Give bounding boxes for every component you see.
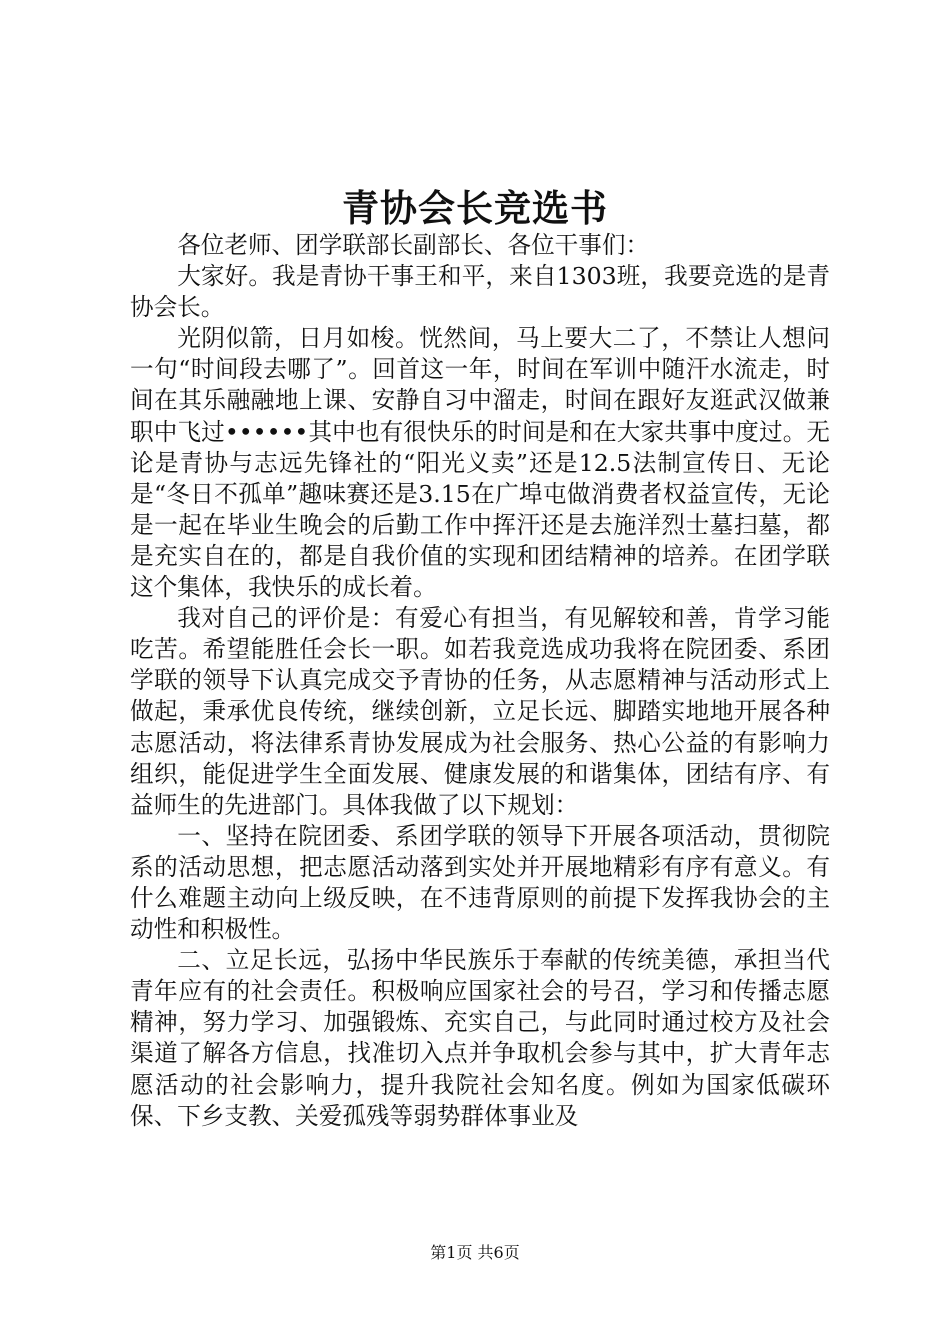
document-title: 青协会长竞选书 — [342, 186, 608, 230]
page-footer: 第1页 共6页 — [430, 1243, 520, 1262]
document-body — [130, 230, 830, 1132]
paragraph-plan-one: 一、坚持在院团委、系团学联的领导下开展各项活动，贯彻院系的活动思想，把志愿活动落到实处并开展地精彩有序有意义。有什么难题主动向上级反映，在不违背原则的前提下发挥我协会的主动性和积极性。 — [130, 821, 830, 944]
paragraph-reflection: 光阴似箭，日月如梭。恍然间，马上要大二了，不禁让人想问一句“时间段去哪了”。回首这一年，时间在军训中随汗水流走，时间在其乐融融地上课、安静自习中溜走，时间在跟好友逛武汉做兼职中飞过••••••其中也有很快乐的时间是和在大家共事中度过。无论是青协与志远先锋社的“阳光义卖”还是12.5法制宣传日、无论是“冬日不孤单”趣味赛还是3.15在广埠屯做消费者权益宣传，无论是一起在毕业生晚会的后勤工作中挥汗还是去施洋烈士墓扫墓，都是充实自在的，都是自我价值的实现和团结精神的培养。在团学联这个集体，我快乐的成长着。 — [130, 324, 830, 602]
paragraph-salutation: 各位老师、团学联部长副部长、各位干事们： — [177, 231, 650, 259]
paragraph-plan-two: 二、立足长远，弘扬中华民族乐于奉献的传统美德，承担当代青年应有的社会责任。积极响应国家社会的号召，学习和传播志愿精神，努力学习、加强锻炼、充实自己，与此同时通过校方及社会渠道了解各方信息，找准切入点并争取机会参与其中，扩大青年志愿活动的社会影响力，提升我院社会知名度。例如为国家低碳环保、下乡支教、关爱孤残等弱势群体事业及 — [130, 946, 830, 1130]
paragraph-greeting: 大家好。我是青协干事王和平，来自1303班，我要竞选的是青协会长。 — [130, 262, 830, 322]
paragraph-self-evaluation: 我对自己的评价是：有爱心有担当，有见解较和善，肯学习能吃苦。希望能胜任会长一职。如若我竞选成功我将在院团委、系团学联的领导下认真完成交予青协的任务，从志愿精神与活动形式上做起，秉承优良传统，继续创新，立足长远、脚踏实地地开展各种志愿活动，将法律系青协发展成为社会服务、热心公益的有影响力组织，能促进学生全面发展、健康发展的和谐集体，团结有序、有益师生的先进部门。具体我做了以下规划： — [130, 604, 830, 819]
